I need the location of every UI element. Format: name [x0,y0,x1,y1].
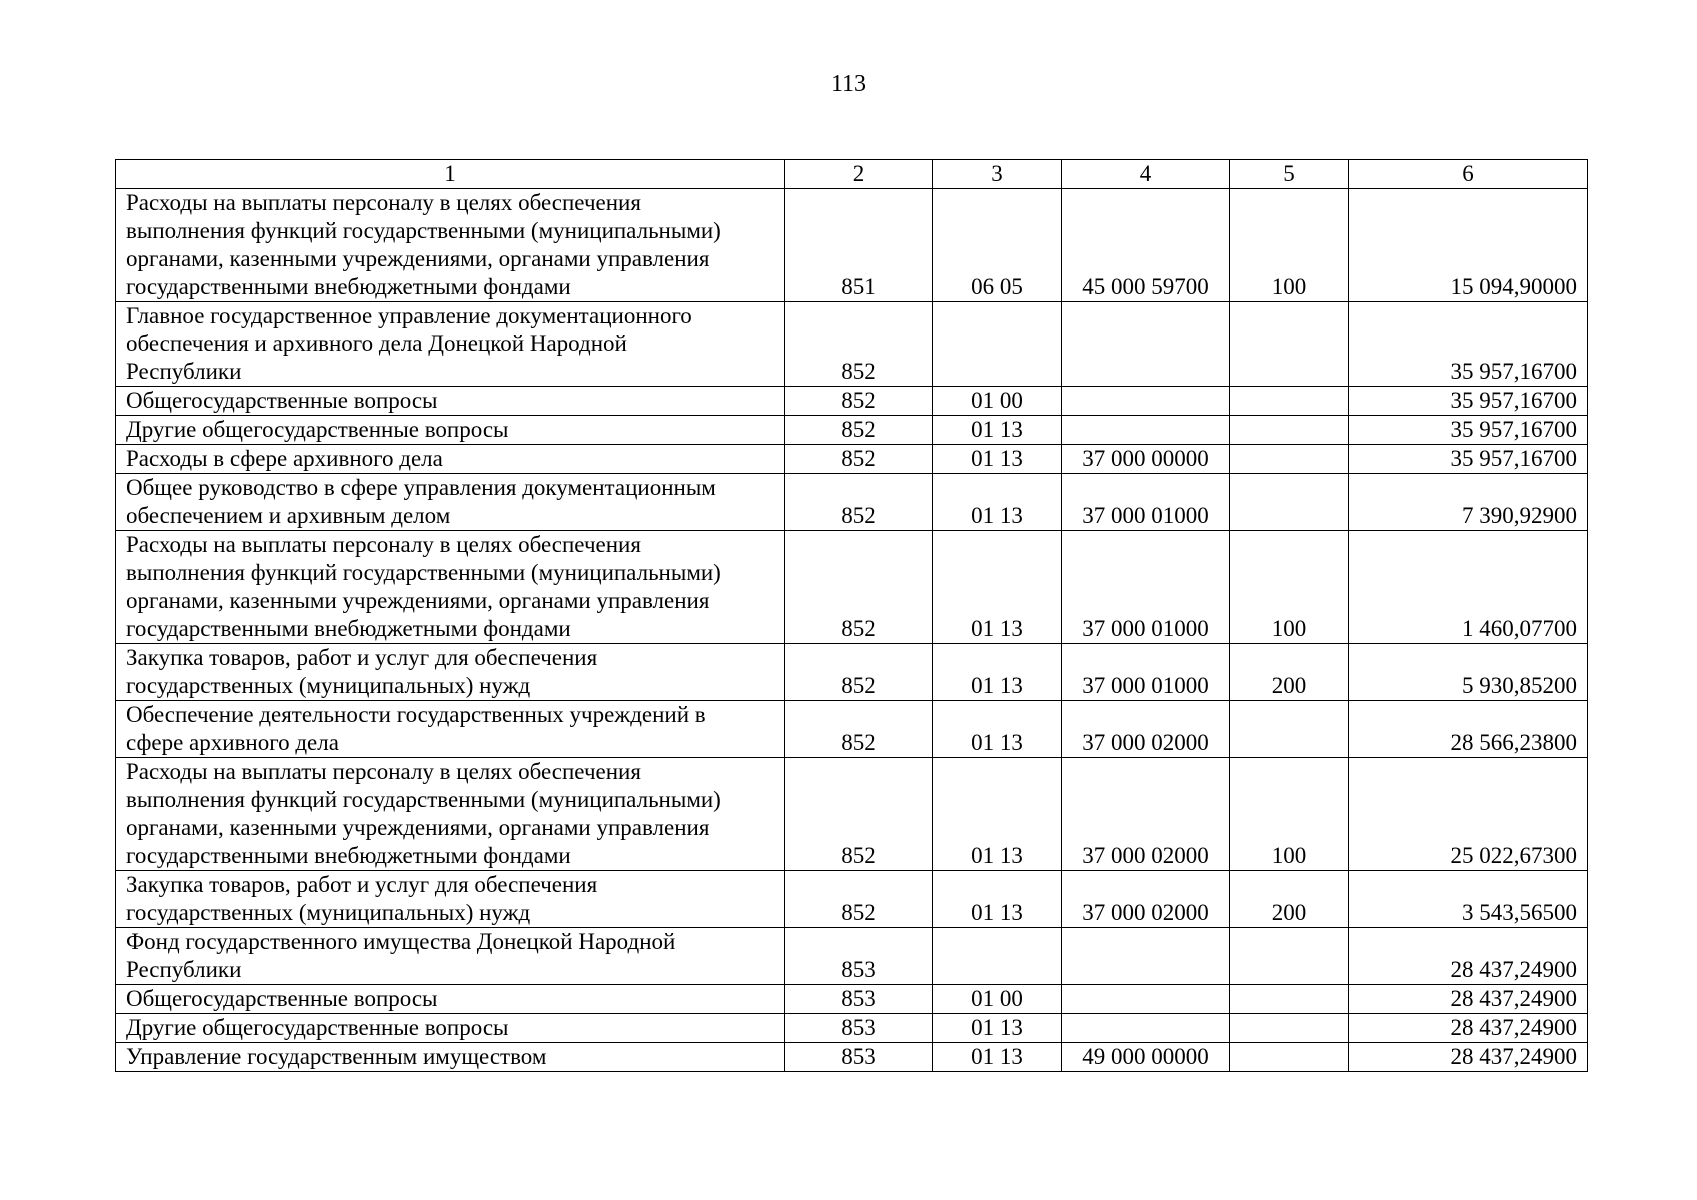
ministry-code: 851 [785,189,933,302]
description-line: Другие общегосударственные вопросы [126,1015,509,1040]
table-row [116,531,1588,644]
amount: 1 460,07700 [1349,531,1588,644]
row-description [116,758,785,871]
table-row [116,985,1588,1014]
row-description [116,387,785,416]
amount: 35 957,16700 [1349,416,1588,445]
description-line: Другие общегосударственные вопросы [126,417,509,442]
amount: 28 566,23800 [1349,701,1588,758]
table-row [116,445,1588,474]
ministry-code: 852 [785,758,933,871]
row-description [116,445,785,474]
table-row [116,701,1588,758]
expense-type-code [1230,302,1349,387]
target-article-code [1062,416,1230,445]
description-line: государственных (муниципальных) нужд [126,673,531,698]
section-code [933,928,1062,985]
ministry-code: 853 [785,1014,933,1043]
amount: 15 094,90000 [1349,189,1588,302]
description-line: Закупка товаров, работ и услуг для обеспечения [126,872,598,897]
description-line: Фонд государственного имущества Донецкой Народной [126,929,676,954]
section-code: 01 13 [933,1043,1062,1072]
target-article-code: 37 000 01000 [1062,474,1230,531]
table-row [116,1043,1588,1072]
description-line: Республики [126,957,242,982]
ministry-code: 852 [785,302,933,387]
row-description [116,928,785,985]
column-header: 1 [116,160,785,189]
expense-type-code: 100 [1230,758,1349,871]
description-line: органами, казенными учреждениями, органами управления [126,815,710,840]
expense-type-code [1230,1014,1349,1043]
amount: 3 543,56500 [1349,871,1588,928]
expense-type-code: 200 [1230,644,1349,701]
description-line: государственными внебюджетными фондами [126,616,571,641]
expense-type-code [1230,1043,1349,1072]
table-row [116,387,1588,416]
expense-type-code [1230,416,1349,445]
section-code: 01 13 [933,758,1062,871]
ministry-code: 852 [785,445,933,474]
description-line: Общегосударственные вопросы [126,388,438,413]
description-line: обеспечения и архивного дела Донецкой Народной [126,331,627,356]
table-row [116,474,1588,531]
description-line: Главное государственное управление документационного [126,303,692,328]
description-line: Расходы на выплаты персоналу в целях обеспечения [126,190,641,215]
expense-type-code: 100 [1230,531,1349,644]
amount: 28 437,24900 [1349,1014,1588,1043]
description-line: Общегосударственные вопросы [126,986,438,1011]
table-row [116,758,1588,871]
target-article-code [1062,387,1230,416]
target-article-code: 37 000 01000 [1062,644,1230,701]
target-article-code [1062,1014,1230,1043]
row-description [116,985,785,1014]
description-line: государственных (муниципальных) нужд [126,900,531,925]
amount: 7 390,92900 [1349,474,1588,531]
amount: 28 437,24900 [1349,1043,1588,1072]
ministry-code: 853 [785,1043,933,1072]
ministry-code: 852 [785,416,933,445]
table-row [116,302,1588,387]
description-line: Расходы на выплаты персоналу в целях обеспечения [126,759,641,784]
expense-type-code [1230,701,1349,758]
page-number: 113 [830,71,867,97]
table-row [116,1014,1588,1043]
target-article-code: 37 000 02000 [1062,758,1230,871]
row-description [116,701,785,758]
target-article-code [1062,985,1230,1014]
amount: 35 957,16700 [1349,387,1588,416]
row-description [116,531,785,644]
amount: 28 437,24900 [1349,985,1588,1014]
expense-type-code [1230,474,1349,531]
table-body [116,160,1588,1072]
row-description [116,1043,785,1072]
description-line: Расходы в сфере архивного дела [126,446,443,471]
description-line: Обеспечение деятельности государственных учреждений в [126,702,706,727]
expense-type-code [1230,445,1349,474]
description-line: государственными внебюджетными фондами [126,274,571,299]
expense-type-code [1230,387,1349,416]
table-row [116,416,1588,445]
amount: 28 437,24900 [1349,928,1588,985]
row-description [116,416,785,445]
target-article-code: 49 000 00000 [1062,1043,1230,1072]
section-code: 01 13 [933,474,1062,531]
column-header: 4 [1062,160,1230,189]
expense-type-code [1230,985,1349,1014]
budget-expenditure-table [115,159,1588,1072]
target-article-code [1062,302,1230,387]
row-description [116,302,785,387]
ministry-code: 852 [785,644,933,701]
expense-type-code: 200 [1230,871,1349,928]
column-header: 6 [1349,160,1588,189]
amount: 35 957,16700 [1349,302,1588,387]
ministry-code: 852 [785,871,933,928]
column-header: 2 [785,160,933,189]
ministry-code: 852 [785,531,933,644]
row-description [116,644,785,701]
section-code: 01 00 [933,387,1062,416]
section-code: 01 13 [933,416,1062,445]
description-line: органами, казенными учреждениями, органами управления [126,588,710,613]
table-row [116,928,1588,985]
section-code [933,302,1062,387]
ministry-code: 853 [785,928,933,985]
description-line: Расходы на выплаты персоналу в целях обеспечения [126,532,641,557]
target-article-code: 37 000 02000 [1062,701,1230,758]
target-article-code: 37 000 01000 [1062,531,1230,644]
section-code: 01 13 [933,445,1062,474]
amount: 25 022,67300 [1349,758,1588,871]
column-header: 3 [933,160,1062,189]
target-article-code: 37 000 00000 [1062,445,1230,474]
description-line: сфере архивного дела [126,730,339,755]
description-line: Общее руководство в сфере управления документационным [126,475,716,500]
target-article-code: 37 000 02000 [1062,871,1230,928]
amount: 5 930,85200 [1349,644,1588,701]
section-code: 01 13 [933,644,1062,701]
section-code: 01 00 [933,985,1062,1014]
row-description [116,189,785,302]
row-description [116,871,785,928]
column-header: 5 [1230,160,1349,189]
description-line: Закупка товаров, работ и услуг для обеспечения [126,645,598,670]
section-code: 01 13 [933,871,1062,928]
section-code: 01 13 [933,1014,1062,1043]
table-row [116,644,1588,701]
table-row [116,871,1588,928]
expense-type-code: 100 [1230,189,1349,302]
description-line: выполнения функций государственными (муниципальными) [126,218,721,243]
amount: 35 957,16700 [1349,445,1588,474]
section-code: 06 05 [933,189,1062,302]
description-line: государственными внебюджетными фондами [126,843,571,868]
description-line: органами, казенными учреждениями, органами управления [126,246,710,271]
description-line: обеспечением и архивным делом [126,503,451,528]
row-description [116,1014,785,1043]
ministry-code: 852 [785,387,933,416]
table-row [116,189,1588,302]
ministry-code: 852 [785,474,933,531]
ministry-code: 853 [785,985,933,1014]
target-article-code [1062,928,1230,985]
ministry-code: 852 [785,701,933,758]
section-code: 01 13 [933,531,1062,644]
target-article-code: 45 000 59700 [1062,189,1230,302]
section-code: 01 13 [933,701,1062,758]
expense-type-code [1230,928,1349,985]
description-line: Управление государственным имуществом [126,1044,547,1069]
row-description [116,474,785,531]
description-line: Республики [126,359,242,384]
description-line: выполнения функций государственными (муниципальными) [126,560,721,585]
description-line: выполнения функций государственными (муниципальными) [126,787,721,812]
column-number-header-row [116,160,1588,189]
